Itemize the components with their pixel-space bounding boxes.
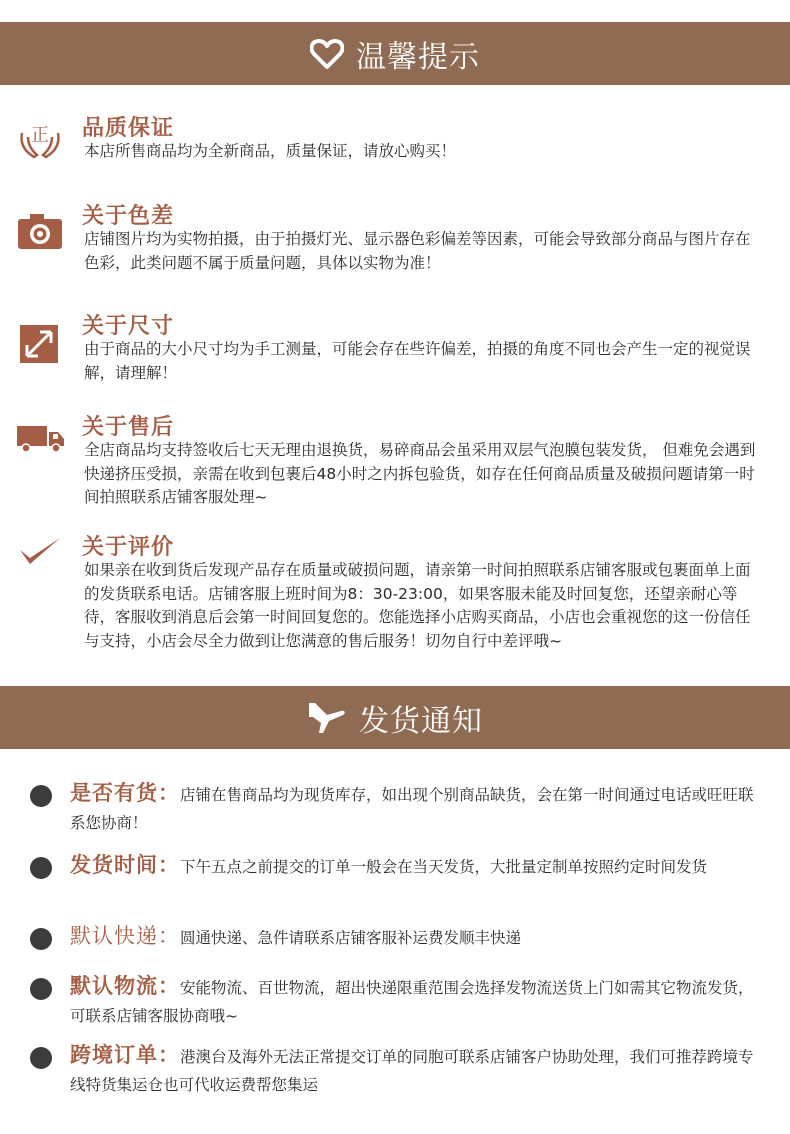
- notice-body: 港澳台及海外无法正常提交订单的同胞可联系店铺客户协助处理，我们可推荐跨境专线特货集运仓也可代收运费帮您集运: [70, 1048, 754, 1094]
- bullet-dot: [30, 857, 52, 879]
- heart-icon: [310, 39, 344, 69]
- notice-label: 默认物流：: [70, 974, 180, 998]
- item-title: 品质保证: [82, 116, 175, 141]
- checkmark-icon: [16, 534, 64, 578]
- quality-hands-icon: [16, 119, 64, 163]
- item-desc: 由于商品的大小尺寸均为手工测量，可能会存在些许偏差，拍摄的角度不同也会产生一定的视觉误解，请理解！: [84, 340, 751, 382]
- item-desc: 店铺图片均为实物拍摄，由于拍摄灯光、显示器色彩偏差等因素，可能会导致部分商品与图片存在色彩，此类问题不属于质量问题，具体以实物为准！: [84, 230, 751, 272]
- notice-text: [70, 1041, 760, 1099]
- item-title: 关于色差: [82, 204, 175, 229]
- notice-label: 默认快递：: [70, 924, 180, 948]
- truck-icon: [16, 420, 64, 464]
- notice-text: [70, 779, 760, 837]
- reminder-banner: [0, 22, 790, 85]
- item-desc: 本店所售商品均为全新商品，质量保证，请放心购买！: [84, 142, 457, 160]
- bullet-dot: [30, 785, 52, 807]
- shipping-banner: [0, 686, 790, 749]
- notice-body: 下午五点之前提交的订单一般会在当天发货，大批量定制单按照约定时间发货: [180, 858, 708, 876]
- notice-label: 跨境订单：: [70, 1043, 180, 1067]
- camera-icon: [16, 211, 64, 255]
- shipping-title: 发货通知: [359, 703, 483, 739]
- bullet-dot: [30, 1047, 52, 1069]
- bullet-dot: [30, 978, 52, 1000]
- notice-body: 安能物流、百世物流，超出快递限重范围会选择发物流送货上门如需其它物流发货，可联系店铺客服协商哦~: [70, 979, 754, 1025]
- notice-label: 是否有货：: [70, 781, 180, 805]
- notice-text: [70, 922, 760, 952]
- item-title: 关于评价: [82, 535, 175, 560]
- item-title: 关于尺寸: [82, 314, 175, 339]
- notice-label: 发货时间：: [70, 853, 180, 877]
- notice-body: 圆通快递、急件请联系店铺客服补运费发顺丰快递: [180, 929, 522, 947]
- bullet-dot: [30, 928, 52, 950]
- airplane-icon: [307, 699, 347, 737]
- item-title: 关于售后: [82, 415, 175, 440]
- notice-text: [70, 851, 760, 881]
- item-desc: 如果亲在收到货后发现产品存在质量或破损问题，请亲第一时间拍照联系店铺客服或包裹面单上面的发货联系电话。店铺客服上班时间为8：30-23:00，如果客服未能及时回复您，还望亲耐心等待，客服收到消息后会第一时间回复您的。您能选择小店购买商品，小店也会重视您的这一份信任与支持，小店会尽全力做到让您满意的售后服务！切勿自行中差评哦~: [84, 561, 751, 650]
- item-desc: 全店商品均支持签收后七天无理由退换货，易碎商品会虽采用双层气泡膜包装发货， 但难免会遇到快递挤压受损，亲需在收到包裹后48小时之内拆包验货，如存在任何商品质量及破损问题请第一时间拍照联系店铺客服处理~: [84, 441, 756, 506]
- resize-arrow-icon: [18, 323, 66, 367]
- notice-text: [70, 972, 760, 1030]
- svg-text:正: 正: [31, 125, 49, 146]
- notice-body: 店铺在售商品均为现货库存，如出现个别商品缺货，会在第一时间通过电话或旺旺联系您协商！: [70, 786, 754, 832]
- reminder-title: 温馨提示: [356, 39, 480, 75]
